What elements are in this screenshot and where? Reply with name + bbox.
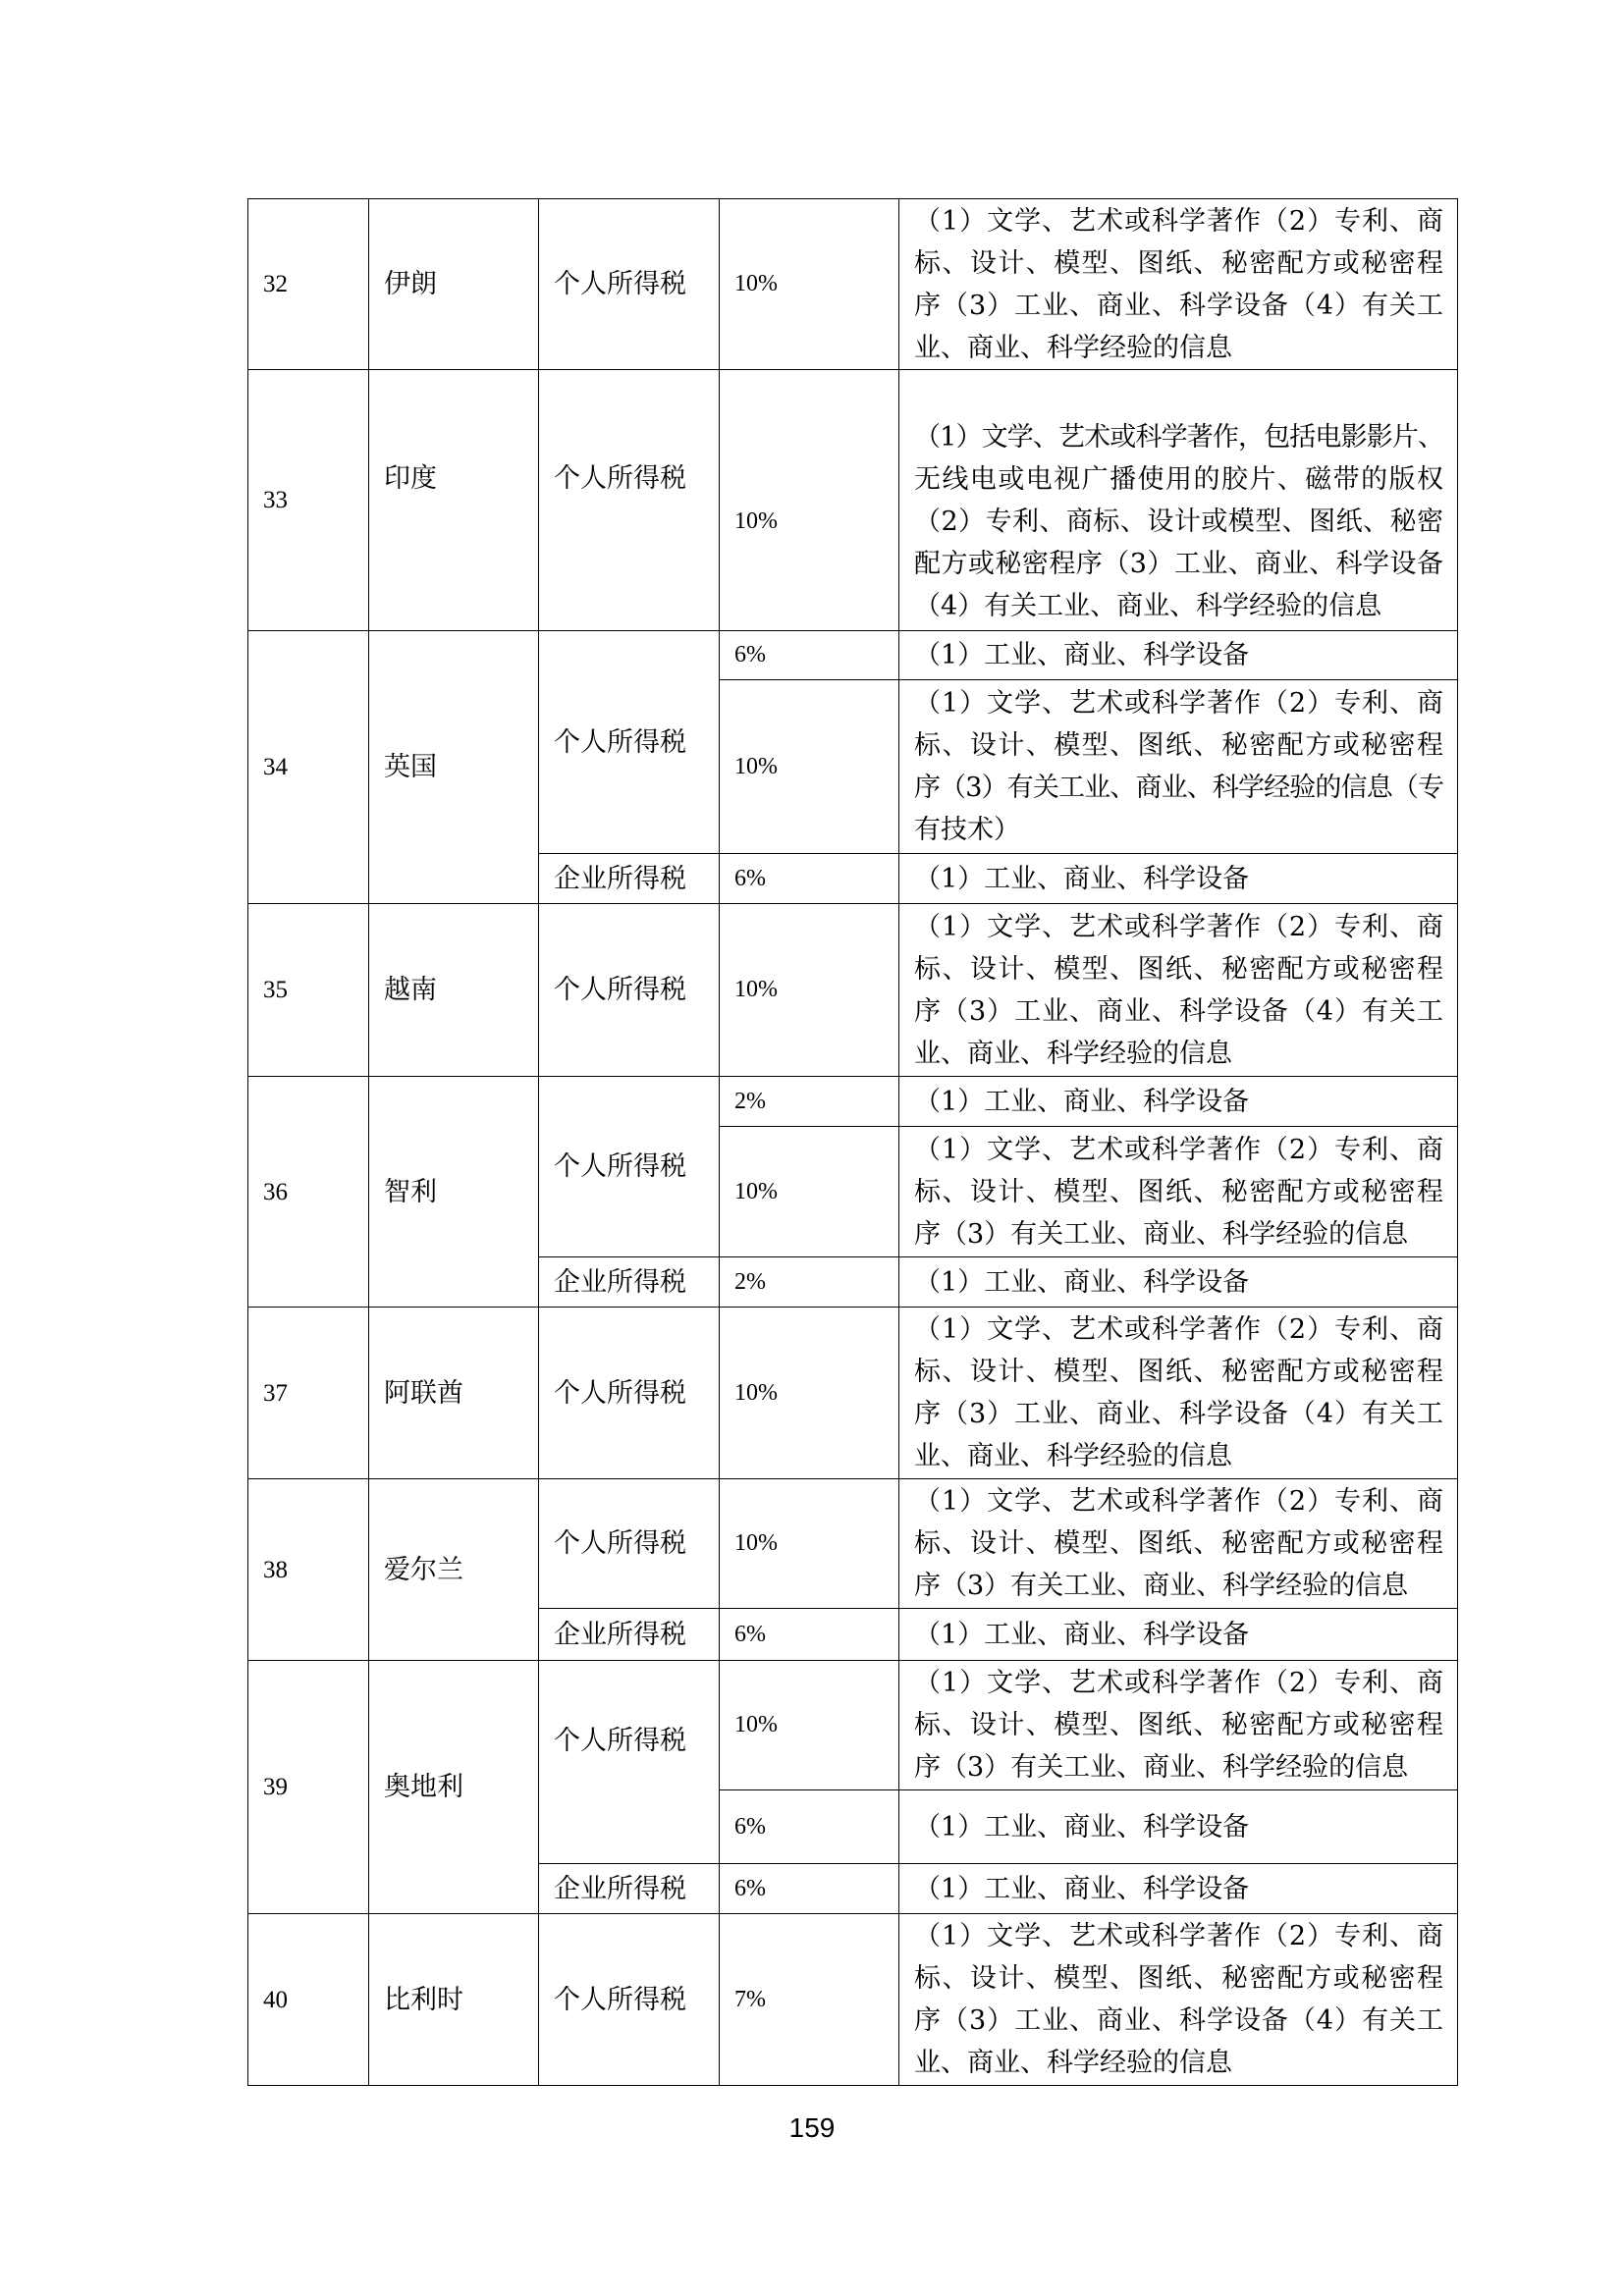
scope-line: 标、设计、模型、图纸、秘密配方或秘密程 xyxy=(914,1176,1443,1207)
tax-rate-cell: 6% xyxy=(720,854,899,904)
scope-cell xyxy=(899,199,1458,370)
row-number-cell: 37 xyxy=(248,1308,369,1479)
country-cell: 阿联酋 xyxy=(369,1308,539,1479)
tax-rate-cell: 6% xyxy=(720,1864,899,1914)
tax-rate-cell: 7% xyxy=(720,1914,899,2086)
scope-line: （1）工业、商业、科学设备 xyxy=(914,1619,1250,1650)
table-row xyxy=(248,904,1458,1077)
scope-line: 标、设计、模型、图纸、秘密配方或秘密程 xyxy=(914,953,1443,985)
country-cell: 伊朗 xyxy=(369,199,539,370)
table-row xyxy=(248,1914,1458,2086)
tax-type-cell: 个人所得税 xyxy=(539,1308,720,1479)
tax-type-cell: 企业所得税 xyxy=(539,854,720,904)
country-cell: 英国 xyxy=(369,631,539,904)
country-cell: 比利时 xyxy=(369,1914,539,2086)
row-number-cell: 40 xyxy=(248,1914,369,2086)
scope-line: 标、设计、模型、图纸、秘密配方或秘密程 xyxy=(914,1528,1443,1559)
tax-type-cell: 个人所得税 xyxy=(539,904,720,1077)
scope-line: 配方或秘密程序（3）工业、商业、科学设备 xyxy=(914,549,1443,579)
scope-line: （1）文学、艺术或科学著作（2）专利、商 xyxy=(914,688,1443,719)
royalty-tax-rate-table xyxy=(247,198,1458,2086)
scope-line: （1）文学、艺术或科学著作（2）专利、商 xyxy=(914,205,1443,237)
tax-type-cell: 个人所得税 xyxy=(539,199,720,370)
row-number-cell: 39 xyxy=(248,1661,369,1914)
scope-line: 序（3）工业、商业、科学设备（4）有关工 xyxy=(914,1399,1443,1429)
scope-cell xyxy=(899,1864,1458,1914)
tax-type-cell: 个人所得税 xyxy=(539,631,720,854)
scope-line: 业、商业、科学经验的信息 xyxy=(914,1441,1232,1471)
row-number-cell: 38 xyxy=(248,1479,369,1661)
row-number-cell: 33 xyxy=(248,370,369,631)
table-row xyxy=(248,370,1458,631)
scope-line: 序（3）有关工业、商业、科学经验的信息 xyxy=(914,1218,1409,1250)
tax-rate-cell: 6% xyxy=(720,631,899,680)
tax-rate-cell: 10% xyxy=(720,370,899,631)
scope-line: （1）文学、艺术或科学著作（2）专利、商 xyxy=(914,911,1443,942)
scope-line: （1）工业、商业、科学设备 xyxy=(914,863,1250,894)
scope-line: （1）文学、艺术或科学著作（2）专利、商 xyxy=(914,1486,1443,1517)
scope-line: （1）工业、商业、科学设备 xyxy=(914,1086,1250,1117)
tax-type-cell: 个人所得税 xyxy=(539,1077,720,1257)
scope-line: （1）工业、商业、科学设备 xyxy=(914,1873,1250,1904)
scope-cell xyxy=(899,680,1458,854)
tax-rate-cell: 10% xyxy=(720,1127,899,1257)
tax-rate-cell: 2% xyxy=(720,1257,899,1308)
scope-cell xyxy=(899,854,1458,904)
tax-rate-cell: 10% xyxy=(720,680,899,854)
scope-line: （1）文学、艺术或科学著作（2）专利、商 xyxy=(914,1668,1443,1698)
country-cell: 越南 xyxy=(369,904,539,1077)
tax-type-cell: 企业所得税 xyxy=(539,1609,720,1661)
tax-rate-cell: 6% xyxy=(720,1790,899,1864)
scope-line: 业、商业、科学经验的信息 xyxy=(914,2048,1232,2078)
scope-line: （1）文学、艺术或科学著作，包括电影影片、 xyxy=(914,422,1443,453)
tax-type-cell: 个人所得税 xyxy=(539,1661,720,1864)
scope-cell xyxy=(899,370,1458,631)
tax-rate-cell: 10% xyxy=(720,1479,899,1609)
table-row xyxy=(248,199,1458,370)
scope-line: （1）工业、商业、科学设备 xyxy=(914,1266,1250,1298)
scope-cell xyxy=(899,1661,1458,1790)
table-row xyxy=(248,1077,1458,1127)
scope-line: 序（3）工业、商业、科学设备（4）有关工 xyxy=(914,2005,1443,2036)
scope-cell xyxy=(899,1077,1458,1127)
tax-rate-cell: 10% xyxy=(720,1661,899,1790)
tax-rate-cell: 6% xyxy=(720,1609,899,1661)
scope-line: （1）文学、艺术或科学著作（2）专利、商 xyxy=(914,1314,1443,1345)
scope-line: 标、设计、模型、图纸、秘密配方或秘密程 xyxy=(914,1710,1443,1740)
row-number-cell: 35 xyxy=(248,904,369,1077)
scope-cell xyxy=(899,631,1458,680)
scope-cell xyxy=(899,1257,1458,1308)
scope-line: 序（3）工业、商业、科学设备（4）有关工 xyxy=(914,995,1443,1027)
scope-line: （1）文学、艺术或科学著作（2）专利、商 xyxy=(914,1134,1443,1165)
scope-line: 序（3）有关工业、商业、科学经验的信息 xyxy=(914,1571,1409,1601)
scope-cell xyxy=(899,1127,1458,1257)
scope-line: （1）工业、商业、科学设备 xyxy=(914,1811,1250,1842)
tax-type-cell: 个人所得税 xyxy=(539,370,720,631)
scope-line: 标、设计、模型、图纸、秘密配方或秘密程 xyxy=(914,1357,1443,1387)
scope-line: 无线电或电视广播使用的胶片、磁带的版权 xyxy=(914,464,1443,495)
country-cell: 印度 xyxy=(369,370,539,631)
scope-line: （2）专利、商标、设计或模型、图纸、秘密 xyxy=(914,507,1443,537)
page-number: 159 xyxy=(788,2112,836,2143)
scope-line: 序（3）工业、商业、科学设备（4）有关工 xyxy=(914,290,1443,321)
scope-cell xyxy=(899,1308,1458,1479)
row-number-cell: 32 xyxy=(248,199,369,370)
scope-line: （4）有关工业、商业、科学经验的信息 xyxy=(914,591,1382,621)
country-cell: 爱尔兰 xyxy=(369,1479,539,1661)
scope-line: 业、商业、科学经验的信息 xyxy=(914,1038,1232,1069)
scope-line: 标、设计、模型、图纸、秘密配方或秘密程 xyxy=(914,730,1443,761)
tax-type-cell: 企业所得税 xyxy=(539,1257,720,1308)
tax-type-cell: 企业所得税 xyxy=(539,1864,720,1914)
scope-line: 序（3）有关工业、商业、科学经验的信息 xyxy=(914,1752,1409,1783)
scope-cell xyxy=(899,1479,1458,1609)
table-row xyxy=(248,1308,1458,1479)
scope-line: 序（3）有关工业、商业、科学经验的信息（专 xyxy=(914,773,1443,803)
country-cell: 奥地利 xyxy=(369,1661,539,1914)
tax-rate-cell: 10% xyxy=(720,1308,899,1479)
scope-cell xyxy=(899,1914,1458,2086)
country-cell: 智利 xyxy=(369,1077,539,1308)
scope-line: （1）工业、商业、科学设备 xyxy=(914,640,1250,670)
scope-line: 业、商业、科学经验的信息 xyxy=(914,332,1232,363)
table-row xyxy=(248,1479,1458,1609)
tax-type-cell: 个人所得税 xyxy=(539,1479,720,1609)
scope-line: （1）文学、艺术或科学著作（2）专利、商 xyxy=(914,1921,1443,1951)
scope-line: 标、设计、模型、图纸、秘密配方或秘密程 xyxy=(914,1963,1443,1994)
table-row xyxy=(248,1661,1458,1790)
table-row xyxy=(248,631,1458,680)
scope-line: 有技术） xyxy=(914,815,1020,845)
scope-cell xyxy=(899,1609,1458,1661)
scope-cell xyxy=(899,1790,1458,1864)
scope-line: 标、设计、模型、图纸、秘密配方或秘密程 xyxy=(914,247,1443,279)
tax-rate-cell: 2% xyxy=(720,1077,899,1127)
tax-type-cell: 个人所得税 xyxy=(539,1914,720,2086)
row-number-cell: 36 xyxy=(248,1077,369,1308)
row-number-cell: 34 xyxy=(248,631,369,904)
tax-rate-cell: 10% xyxy=(720,199,899,370)
scope-cell xyxy=(899,904,1458,1077)
tax-rate-cell: 10% xyxy=(720,904,899,1077)
